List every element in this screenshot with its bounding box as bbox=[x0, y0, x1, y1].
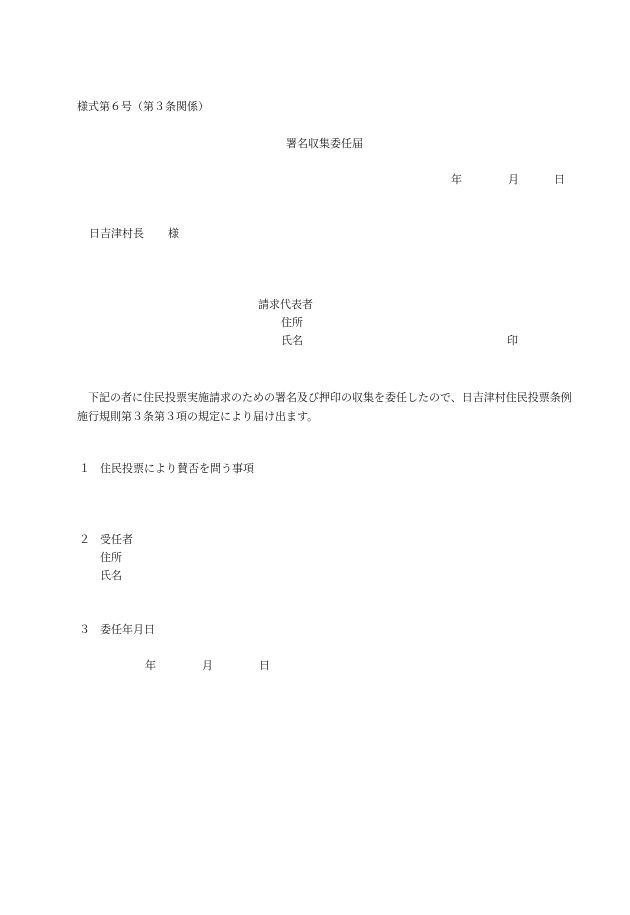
item-1-number: １ bbox=[79, 462, 90, 475]
item-3-number: ３ bbox=[79, 623, 90, 636]
item-1-label: 住民投票により賛否を問う事項 bbox=[100, 462, 254, 475]
item-2-number: ２ bbox=[79, 533, 90, 546]
commission-date-month: 月 bbox=[202, 659, 213, 672]
item-2-label: 受任者 bbox=[100, 533, 133, 546]
item-2-address-label: 住所 bbox=[100, 551, 122, 564]
document-title: 署名収集委任届 bbox=[286, 137, 363, 150]
addressee-name: 日吉津村長 bbox=[89, 227, 144, 240]
representative-address-label: 住所 bbox=[281, 316, 303, 329]
item-2-name-label: 氏名 bbox=[100, 569, 122, 582]
header-date-day: 日 bbox=[554, 173, 565, 186]
seal-label: 印 bbox=[507, 334, 518, 347]
header-date-month: 月 bbox=[508, 173, 519, 186]
commission-date-day: 日 bbox=[259, 659, 270, 672]
header-date-year: 年 bbox=[451, 173, 462, 186]
representative-heading: 請求代表者 bbox=[258, 298, 313, 311]
representative-name-label: 氏名 bbox=[281, 334, 303, 347]
item-3-label: 委任年月日 bbox=[100, 623, 155, 636]
form-number: 様式第６号（第３条関係） bbox=[77, 100, 209, 113]
body-paragraph: 下記の者に住民投票実施請求のための署名及び押印の収集を委任したので、日吉津村住民投票条例施行規則第３条第３項の規定により届け出ます。 bbox=[77, 391, 572, 423]
addressee-honorific: 様 bbox=[168, 227, 179, 240]
commission-date-year: 年 bbox=[145, 659, 156, 672]
